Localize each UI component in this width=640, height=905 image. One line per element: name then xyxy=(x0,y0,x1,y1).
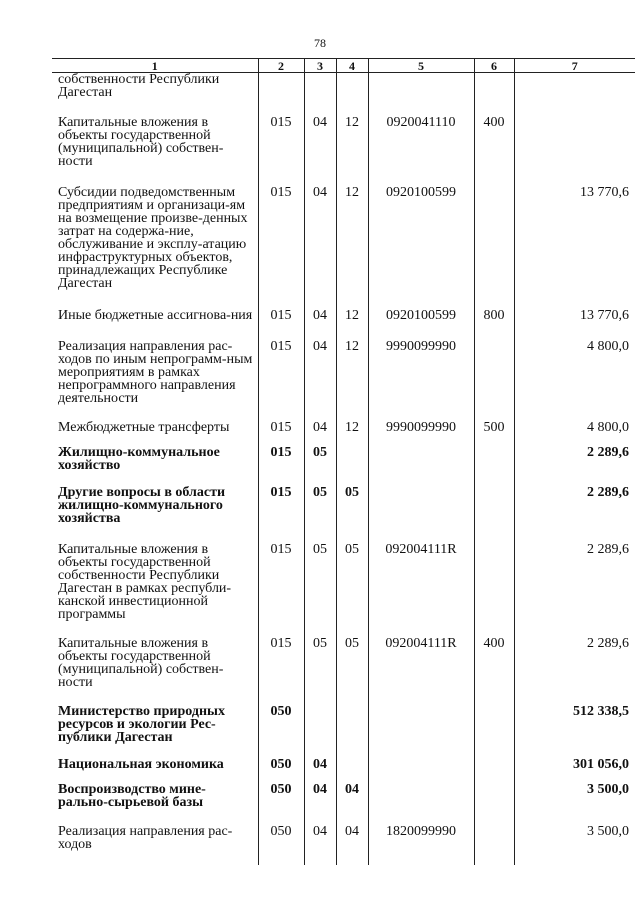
table-row xyxy=(52,771,635,809)
row-expense-type xyxy=(474,322,514,405)
row-code: 015 xyxy=(258,525,304,621)
row-expense-type xyxy=(474,809,514,851)
spacer-cell xyxy=(336,851,368,865)
row-amount: 2 289,6 xyxy=(514,472,635,525)
row-code: 050 xyxy=(258,809,304,851)
table-row xyxy=(52,744,635,771)
row-amount xyxy=(514,99,635,168)
row-expense-type: 500 xyxy=(474,405,514,434)
row-target-article: 0920041110 xyxy=(368,99,474,168)
table-spacer-row xyxy=(52,851,635,865)
row-expense-type xyxy=(474,73,514,100)
spacer-cell xyxy=(52,851,258,865)
row-description: Жилищно-коммунальное хозяйство xyxy=(58,445,220,473)
row-amount: 2 289,6 xyxy=(514,525,635,621)
row-description: собственности Республики Дагестан xyxy=(58,72,220,100)
row-description: Реализация направления рас-ходов xyxy=(58,824,233,852)
row-target-article: 9990099990 xyxy=(368,405,474,434)
row-code: 015 xyxy=(258,405,304,434)
budget-table-container xyxy=(52,58,635,865)
row-amount: 3 500,0 xyxy=(514,809,635,851)
row-target-article: 1820099990 xyxy=(368,809,474,851)
row-description: Межбюджетные трансферты xyxy=(58,420,230,435)
row-amount: 2 289,6 xyxy=(514,434,635,472)
row-amount: 2 289,6 xyxy=(514,621,635,689)
header-col-6: 6 xyxy=(474,59,514,73)
row-code: 050 xyxy=(258,689,304,744)
row-section: 05 xyxy=(304,434,336,472)
row-target-article xyxy=(368,434,474,472)
row-subsection: 12 xyxy=(336,322,368,405)
row-expense-type xyxy=(474,434,514,472)
row-expense-type xyxy=(474,689,514,744)
row-target-article xyxy=(368,472,474,525)
table-row xyxy=(52,322,635,405)
row-expense-type xyxy=(474,472,514,525)
row-code: 015 xyxy=(258,621,304,689)
table-row xyxy=(52,472,635,525)
row-amount xyxy=(514,73,635,100)
row-expense-type xyxy=(474,525,514,621)
row-subsection: 12 xyxy=(336,168,368,290)
row-target-article: 0920100599 xyxy=(368,290,474,322)
row-expense-type: 800 xyxy=(474,290,514,322)
table-row xyxy=(52,689,635,744)
table-header xyxy=(52,59,635,73)
header-col-2: 2 xyxy=(258,59,304,73)
spacer-cell xyxy=(474,851,514,865)
row-section xyxy=(304,689,336,744)
row-amount: 13 770,6 xyxy=(514,290,635,322)
row-code: 015 xyxy=(258,322,304,405)
header-col-4: 4 xyxy=(336,59,368,73)
header-col-5: 5 xyxy=(368,59,474,73)
row-description: Капитальные вложения в объекты государственной (муниципальной) собствен-ности xyxy=(58,636,224,690)
header-col-1: 1 xyxy=(52,59,258,73)
row-subsection: 04 xyxy=(336,771,368,809)
row-section: 05 xyxy=(304,621,336,689)
spacer-cell xyxy=(304,851,336,865)
row-subsection: 04 xyxy=(336,809,368,851)
row-description: Воспроизводство мине-рально-сырьевой базы xyxy=(58,782,206,810)
row-subsection: 12 xyxy=(336,290,368,322)
table-row xyxy=(52,434,635,472)
table-row xyxy=(52,290,635,322)
row-target-article: 0920100599 xyxy=(368,168,474,290)
row-description: Капитальные вложения в объекты государственной собственности Республики Дагестан в рамках республи-канской инвестиционной программы xyxy=(58,542,232,622)
row-expense-type xyxy=(474,744,514,771)
row-expense-type: 400 xyxy=(474,99,514,168)
table-row xyxy=(52,809,635,851)
row-description: Министерство природных ресурсов и экологии Рес-публики Дагестан xyxy=(58,704,225,745)
row-description: Иные бюджетные ассигнова-ния xyxy=(58,308,253,323)
row-target-article xyxy=(368,744,474,771)
row-description: Капитальные вложения в объекты государственной (муниципальной) собствен-ности xyxy=(58,115,224,169)
table-row xyxy=(52,73,635,100)
row-section: 04 xyxy=(304,809,336,851)
row-target-article: 9990099990 xyxy=(368,322,474,405)
row-amount: 512 338,5 xyxy=(514,689,635,744)
budget-table xyxy=(52,58,635,865)
row-subsection: 12 xyxy=(336,99,368,168)
row-section: 05 xyxy=(304,472,336,525)
row-subsection: 05 xyxy=(336,472,368,525)
row-description: Другие вопросы в области жилищно-коммунального хозяйства xyxy=(58,485,226,526)
row-code: 050 xyxy=(258,771,304,809)
row-section: 04 xyxy=(304,290,336,322)
table-row xyxy=(52,405,635,434)
row-section: 05 xyxy=(304,525,336,621)
row-code: 015 xyxy=(258,434,304,472)
row-amount: 13 770,6 xyxy=(514,168,635,290)
row-target-article xyxy=(368,771,474,809)
row-subsection xyxy=(336,434,368,472)
row-code: 015 xyxy=(258,99,304,168)
row-amount: 301 056,0 xyxy=(514,744,635,771)
row-section: 04 xyxy=(304,771,336,809)
row-description: Субсидии подведомственным предприятиям и организаци-ям на возмещение произве-денных затрат на содержа-ние, обслуживание и эксплу-атацию инфраструктурных объектов, принадлежащих Республике Дагестан xyxy=(58,185,248,291)
row-subsection xyxy=(336,689,368,744)
row-code: 050 xyxy=(258,744,304,771)
table-row xyxy=(52,525,635,621)
row-amount: 3 500,0 xyxy=(514,771,635,809)
spacer-cell xyxy=(258,851,304,865)
row-code: 015 xyxy=(258,472,304,525)
row-section: 04 xyxy=(304,744,336,771)
row-subsection: 05 xyxy=(336,621,368,689)
row-amount: 4 800,0 xyxy=(514,322,635,405)
table-body xyxy=(52,73,635,866)
spacer-cell xyxy=(514,851,635,865)
row-description: Национальная экономика xyxy=(58,757,224,772)
row-target-article xyxy=(368,73,474,100)
row-target-article: 092004111R xyxy=(368,525,474,621)
row-section: 04 xyxy=(304,168,336,290)
row-subsection xyxy=(336,73,368,100)
row-subsection: 12 xyxy=(336,405,368,434)
table-row xyxy=(52,168,635,290)
row-expense-type xyxy=(474,168,514,290)
row-description: Реализация направления рас-ходов по иным непрограмм-ным мероприятиям в рамках непрограммного направления деятельности xyxy=(58,339,253,406)
row-expense-type: 400 xyxy=(474,621,514,689)
header-col-7: 7 xyxy=(514,59,635,73)
row-code: 015 xyxy=(258,168,304,290)
header-col-3: 3 xyxy=(304,59,336,73)
page-number: 78 xyxy=(314,36,326,50)
row-code: 015 xyxy=(258,290,304,322)
row-subsection: 05 xyxy=(336,525,368,621)
row-target-article xyxy=(368,689,474,744)
row-code xyxy=(258,73,304,100)
table-row xyxy=(52,99,635,168)
row-amount: 4 800,0 xyxy=(514,405,635,434)
row-section xyxy=(304,73,336,100)
row-section: 04 xyxy=(304,322,336,405)
row-section: 04 xyxy=(304,99,336,168)
row-target-article: 092004111R xyxy=(368,621,474,689)
table-row xyxy=(52,621,635,689)
spacer-cell xyxy=(368,851,474,865)
row-subsection xyxy=(336,744,368,771)
row-expense-type xyxy=(474,771,514,809)
row-section: 04 xyxy=(304,405,336,434)
